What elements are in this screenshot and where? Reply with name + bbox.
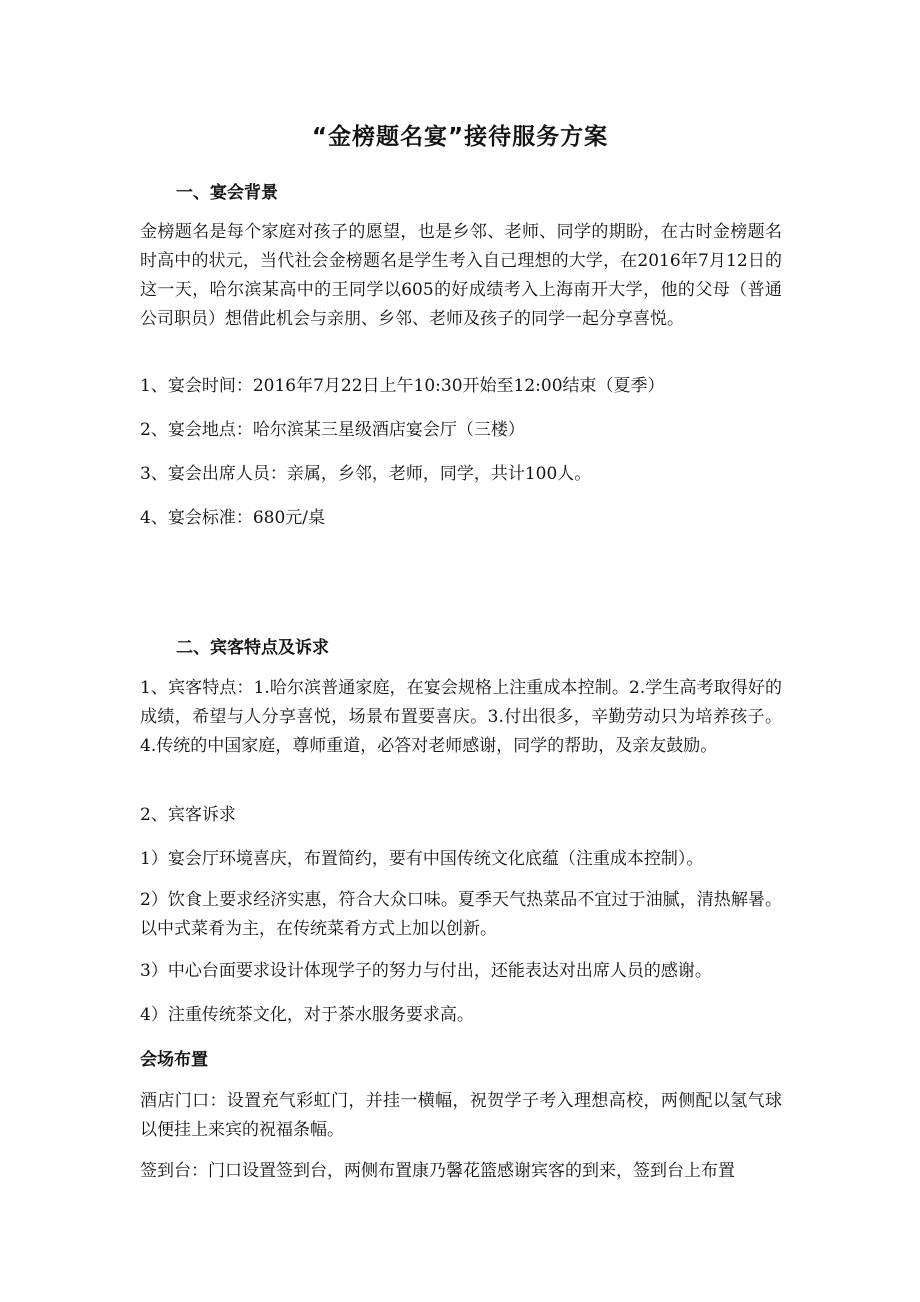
banquet-location-item: 2、宴会地点：哈尔滨某三星级酒店宴会厅（三楼） <box>140 420 525 440</box>
entrance-paragraph: 酒店门口：设置充气彩虹门，并挂一横幅，祝贺学子考入理想高校，两侧配以氢气球以便挂上来宾的祝福条幅。 <box>140 1091 782 1140</box>
section-heading-venue: 会场布置 <box>140 1050 208 1070</box>
demand-item-3: 3）中心台面要求设计体现学子的努力与付出，还能表达对出席人员的感谢。 <box>140 961 712 981</box>
background-paragraph: 金榜题名是每个家庭对孩子的愿望，也是乡邻、老师、同学的期盼，在古时金榜题名时高中的状元，当代社会金榜题名是学生考入自己理想的大学，在2016年7月12日的这一天，哈尔滨某高中的王同学以605的好成绩考入上海南开大学，他的父母（普通公司职员）想借此机会与亲朋、乡邻、老师及孩子的同学一起分享喜悦。 <box>140 222 782 329</box>
signin-paragraph: 签到台：门口设置签到台，两侧布置康乃馨花篮感谢宾客的到来，签到台上布置 <box>140 1161 735 1181</box>
guest-demands-label: 2、宾客诉求 <box>140 805 236 825</box>
guest-features-paragraph: 1、宾客特点：1.哈尔滨普通家庭，在宴会规格上注重成本控制。2.学生高考取得好的成绩，希望与人分享喜悦，场景布置要喜庆。3.付出很多，辛勤劳动只为培养孩子。4.传统的中国家庭，尊师重道，必答对老师感谢，同学的帮助，及亲友鼓励。 <box>140 678 782 756</box>
document-title: “金榜题名宴”接待服务方案 <box>311 124 609 150</box>
banquet-standard-item: 4、宴会标准：680元/桌 <box>140 508 325 528</box>
demand-item-1: 1）宴会厅环境喜庆，布置简约，要有中国传统文化底蕴（注重成本控制）。 <box>140 849 704 869</box>
banquet-time-item: 1、宴会时间：2016年7月22日上午10:30开始至12:00结束（夏季） <box>140 376 665 396</box>
section-heading-background: 一、宴会背景 <box>176 183 278 203</box>
demand-item-2: 2）饮食上要求经济实惠，符合大众口味。夏季天气热菜品不宜过于油腻，清热解暑。以中式菜肴为主，在传统菜肴方式上加以创新。 <box>140 890 782 939</box>
demand-item-4: 4）注重传统茶文化，对于茶水服务要求高。 <box>140 1005 474 1025</box>
section-heading-guests: 二、宾客特点及诉求 <box>176 638 329 658</box>
banquet-attendees-item: 3、宴会出席人员：亲属，乡邻，老师，同学，共计100人。 <box>140 464 592 484</box>
